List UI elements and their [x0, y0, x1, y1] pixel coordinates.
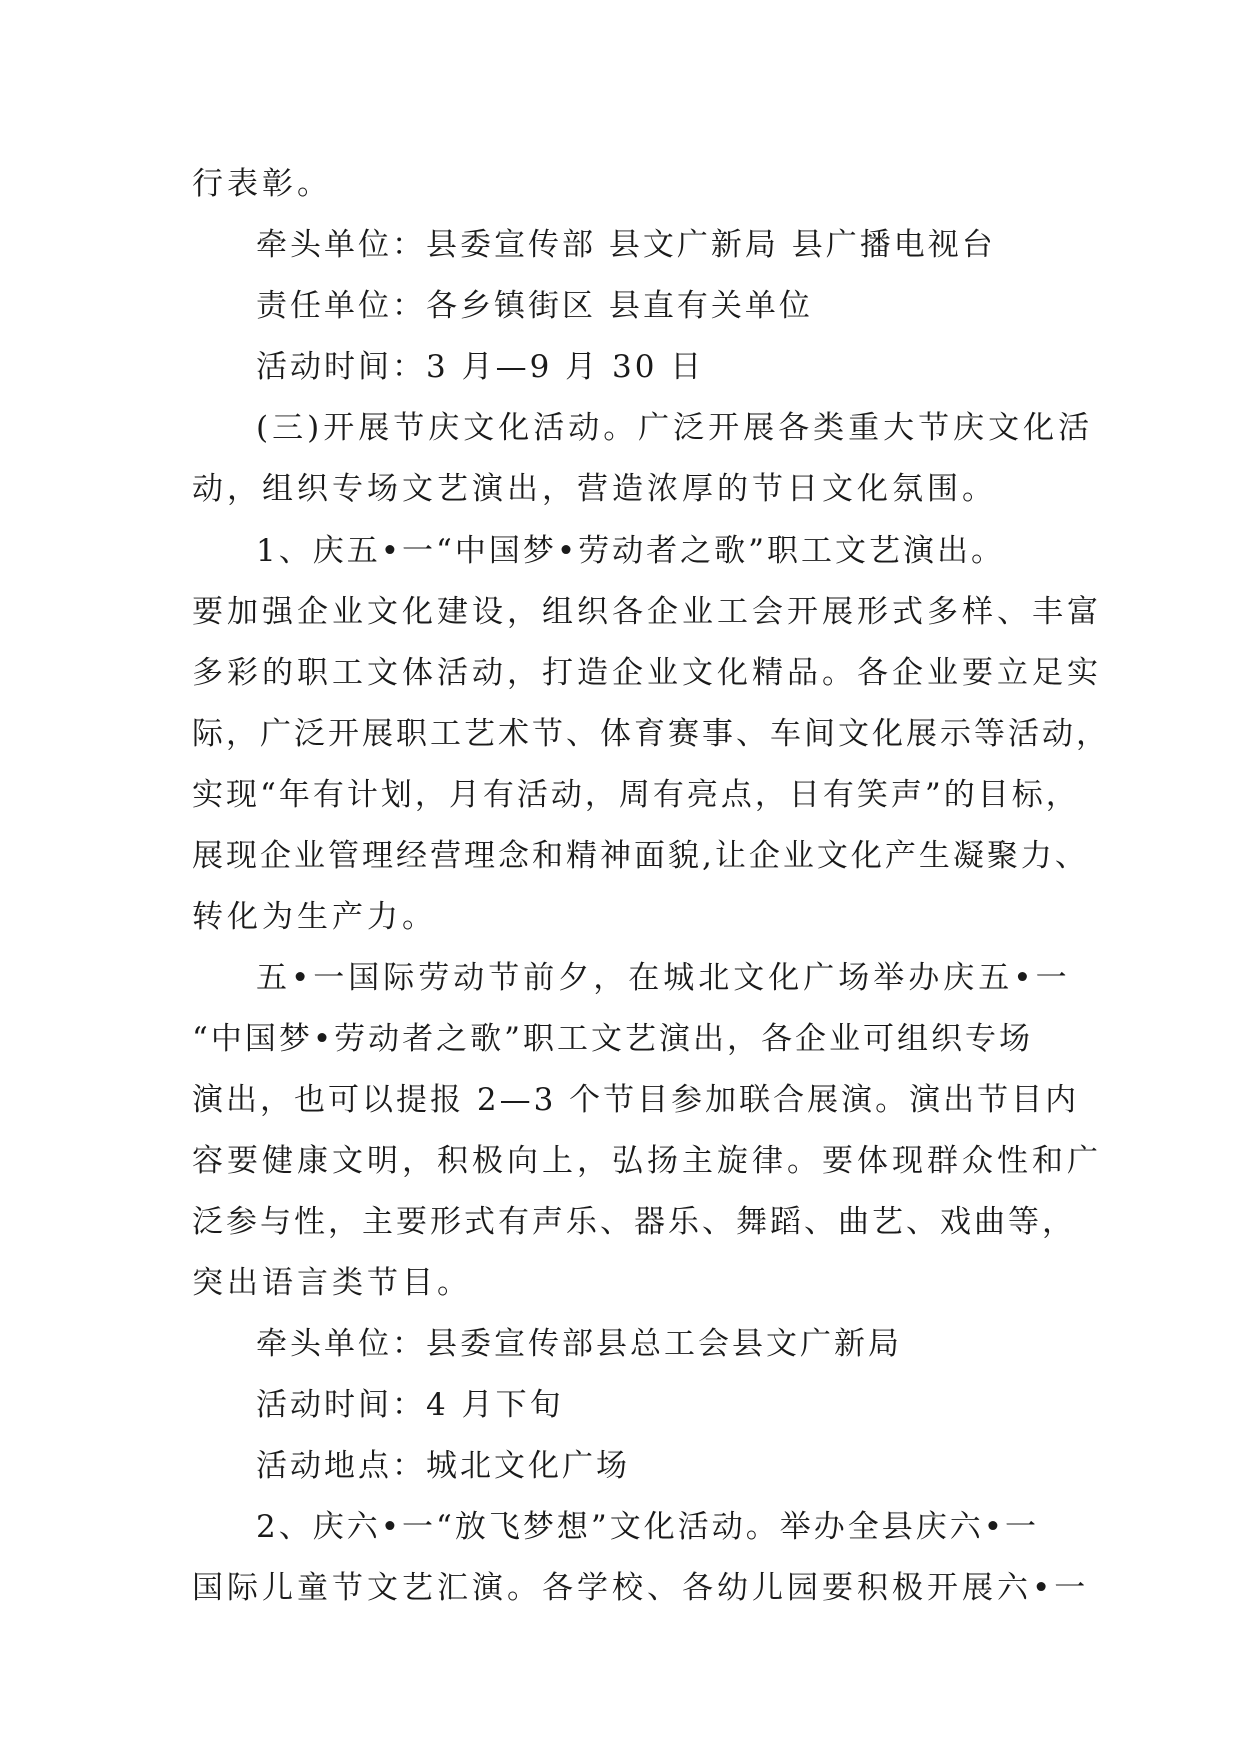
paragraph-line: 转化为生产力。	[192, 899, 437, 935]
lead-unit-line: 牵头单位：县委宣传部 县文广新局 县广播电视台	[256, 227, 996, 263]
paragraph-line: “中国梦•劳动者之歌”职工文艺演出，各企业可组织专场	[192, 1021, 1033, 1057]
paragraph-line: 容要健康文明，积极向上，弘扬主旋律。要体现群众性和广	[192, 1143, 1102, 1179]
item-heading-line: 2、庆六•一“放飞梦想”文化活动。举办全县庆六•一	[256, 1509, 1039, 1545]
paragraph-line: 突出语言类节目。	[192, 1265, 472, 1301]
activity-location-line: 活动地点：城北文化广场	[256, 1448, 630, 1484]
paragraph-line: 国际儿童节文艺汇演。各学校、各幼儿园要积极开展六•一	[192, 1570, 1090, 1606]
responsible-unit-line: 责任单位：各乡镇街区 县直有关单位	[256, 288, 813, 324]
lead-unit-line: 牵头单位：县委宣传部县总工会县文广新局	[256, 1326, 902, 1362]
section-heading-line: (三)开展节庆文化活动。广泛开展各类重大节庆文化活	[256, 410, 1094, 446]
paragraph-line: 要加强企业文化建设，组织各企业工会开展形式多样、丰富	[192, 594, 1102, 630]
item-heading-line: 1、庆五•一“中国梦•劳动者之歌”职工文艺演出。	[256, 533, 1005, 569]
paragraph-line: 五•一国际劳动节前夕，在城北文化广场举办庆五•一	[256, 960, 1071, 996]
activity-time-line: 活动时间：4 月下旬	[256, 1387, 564, 1423]
paragraph-line: 多彩的职工文体活动，打造企业文化精品。各企业要立足实	[192, 655, 1102, 691]
paragraph-line: 实现“年有计划，月有活动，周有亮点，日有笑声”的目标，	[192, 777, 1080, 813]
paragraph-line: 行表彰。	[192, 166, 332, 202]
activity-time-line: 活动时间：3 月—9 月 30 日	[256, 349, 705, 385]
paragraph-line: 际，广泛开展职工艺术节、体育赛事、车间文化展示等活动，	[192, 716, 1110, 752]
paragraph-line: 泛参与性，主要形式有声乐、器乐、舞蹈、曲艺、戏曲等，	[192, 1204, 1076, 1240]
paragraph-line: 动，组织专场文艺演出，营造浓厚的节日文化氛围。	[192, 471, 997, 507]
paragraph-line: 展现企业管理经营理念和精神面貌,让企业文化产生凝聚力、	[192, 838, 1089, 874]
paragraph-line: 演出，也可以提报 2—3 个节目参加联合展演。演出节目内	[192, 1082, 1080, 1118]
